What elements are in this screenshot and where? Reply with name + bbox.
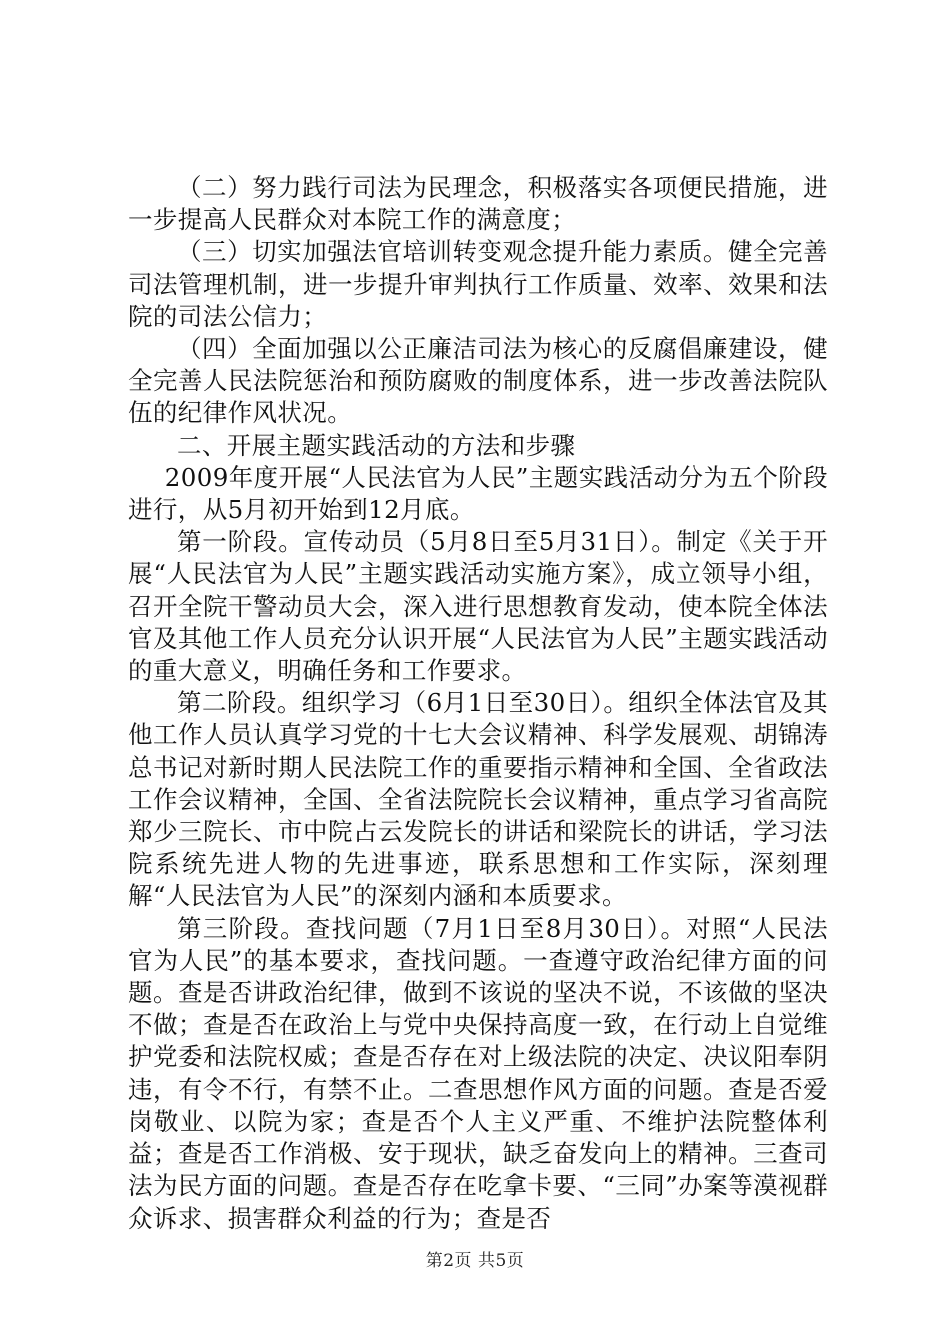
paragraph-4: （四）全面加强以公正廉洁司法为核心的反腐倡廉建设，健全完善人民法院惩治和预防腐败的制度体系，进一步改善法院队伍的纪律作风状况。 xyxy=(128,334,828,428)
document-body xyxy=(128,172,828,1235)
paragraph-3: （三）切实加强法官培训转变观念提升能力素质。健全完善司法管理机制，进一步提升审判执行工作质量、效率、效果和法院的司法公信力； xyxy=(128,237,828,331)
paragraph-stage-3: 第三阶段。查找问题（7月1日至8月30日）。对照“人民法官为人民”的基本要求，查找问题。一查遵守政治纪律方面的问题。查是否讲政治纪律，做到不该说的坚决不说，不该做的坚决不做；查是否在政治上与党中央保持高度一致，在行动上自觉维护党委和法院权威；查是否存在对上级法院的决定、决议阳奉阴违，有令不行，有禁不止。二查思想作风方面的问题。查是否爱岗敬业、以院为家；查是否个人主义严重、不维护法院整体利益；查是否工作消极、安于现状，缺乏奋发向上的精神。三查司法为民方面的问题。查是否存在吃拿卡要、“三同”办案等漠视群众诉求、损害群众利益的行为；查是否 xyxy=(128,913,828,1233)
page-number-footer: 第2页 共5页 xyxy=(425,1251,525,1271)
paragraph-stage-2: 第二阶段。组织学习（6月1日至30日）。组织全体法官及其他工作人员认真学习党的十七大会议精神、科学发展观、胡锦涛总书记对新时期人民法院工作的重要指示精神和全国、全省政法工作会议精神，全国、全省法院院长会议精神，重点学习省高院郑少三院长、市中院占云发院长的讲话和梁院长的讲话，学习法院系统先进人物的先进事迹，联系思想和工作实际，深刻理解“人民法官为人民”的深刻内涵和本质要求。 xyxy=(128,688,828,911)
paragraph-overview: 2009年度开展“人民法官为人民”主题实践活动分为五个阶段进行，从5月初开始到12月底。 xyxy=(128,462,828,525)
paragraph-2: （二）努力践行司法为民理念，积极落实各项便民措施，进一步提高人民群众对本院工作的满意度； xyxy=(128,173,828,235)
paragraph-stage-1: 第一阶段。宣传动员（5月8日至5月31日）。制定《关于开展“人民法官为人民”主题实践活动实施方案》，成立领导小组，召开全院干警动员大会，深入进行思想教育发动，使本院全体法官及其他工作人员充分认识开展“人民法官为人民”主题实践活动的重大意义，明确任务和工作要求。 xyxy=(128,527,828,686)
section-heading-methods: 二、开展主题实践活动的方法和步骤 xyxy=(177,430,576,460)
